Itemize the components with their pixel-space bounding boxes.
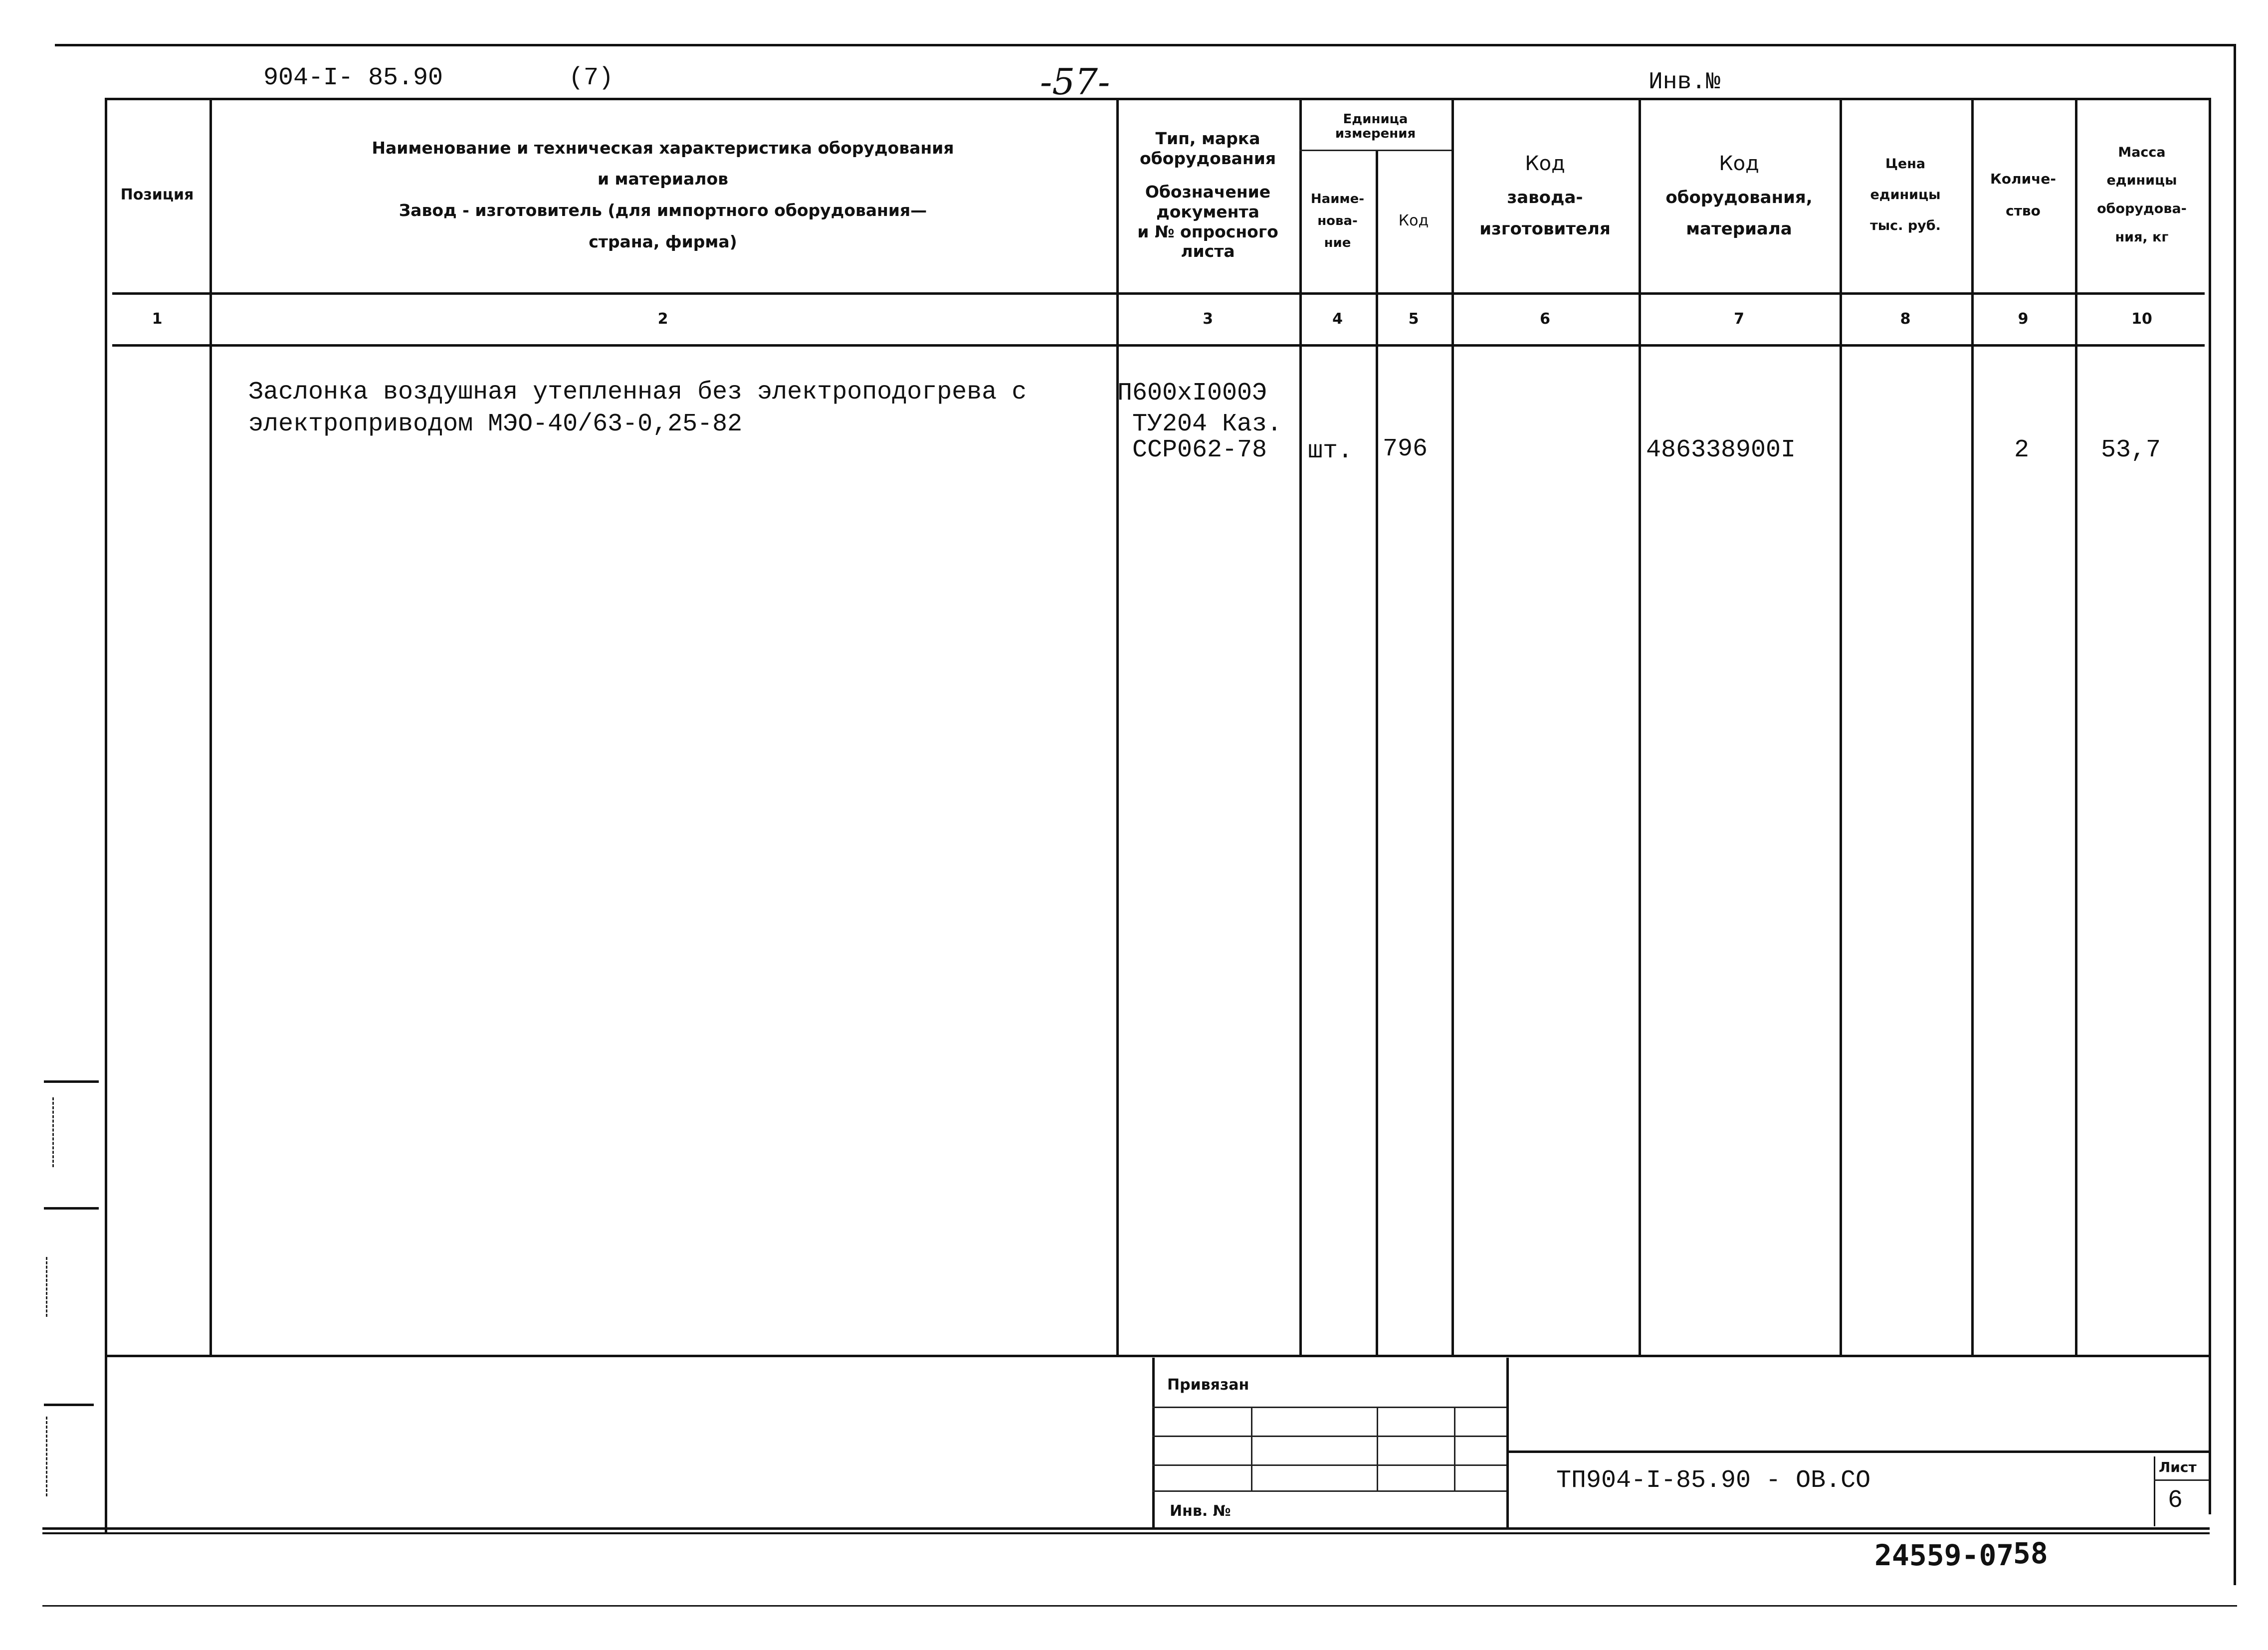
colnum-9: 9 <box>2018 310 2029 328</box>
row-type-line2: ТУ204 Каз. <box>1132 410 1282 438</box>
right-outer-border <box>2234 44 2236 1585</box>
header-type-line6: листа <box>1181 241 1235 261</box>
row-name-line1: Заслонка воздушная утепленная без электроподогрева с <box>248 378 1027 407</box>
colnum-8: 8 <box>1900 310 1911 328</box>
stamp-divider <box>1506 1358 1509 1527</box>
header-name <box>209 98 1116 292</box>
column-numbers-bottom-line <box>112 344 2205 347</box>
header-name-line4: страна, фирма) <box>589 231 737 251</box>
header-quantity-line2: ство <box>2006 203 2041 219</box>
stamp-sheet-label: Лист <box>2159 1459 2197 1475</box>
margin-tick-3 <box>44 1404 94 1406</box>
top-border <box>55 44 2234 46</box>
header-unit-name-line2: нова- <box>1317 213 1358 228</box>
header-unit-code-label: Код <box>1398 212 1429 230</box>
page-bottom-rule <box>42 1605 2237 1607</box>
bottom-outer-line <box>42 1532 2210 1534</box>
inv-label: Инв.№ <box>1649 69 1721 96</box>
row-type-line1: П600хI000Э <box>1117 379 1267 408</box>
stamp-designation: ТП904-I-85.90 - ОВ.СО <box>1556 1466 1871 1495</box>
stamp-rule-3 <box>1152 1464 1506 1466</box>
colnum-4: 4 <box>1332 310 1343 328</box>
colnum-7: 7 <box>1734 310 1744 328</box>
header-plant-code-line1: Код <box>1525 152 1565 176</box>
header-quantity <box>1971 98 2075 292</box>
header-quantity-line1: Количе- <box>1990 170 2057 187</box>
header-type-line5: и № опросного <box>1137 221 1278 241</box>
row-equipment-code: 486338900I <box>1646 436 1796 464</box>
stamp-inv-no-label: Инв. № <box>1170 1502 1231 1520</box>
stamp-sheet-number: 6 <box>2168 1486 2183 1515</box>
header-price-line3: тыс. руб. <box>1870 218 1941 234</box>
header-mass-line4: ния, кг <box>2115 229 2169 245</box>
header-unit-line1: Единица <box>1343 112 1408 127</box>
header-name-line2: и материалов <box>597 169 729 189</box>
row-unit-code: 796 <box>1383 435 1428 463</box>
header-plant-code <box>1451 98 1639 292</box>
header-plant-code-line2: завода- <box>1507 188 1583 208</box>
margin-dash-2 <box>46 1257 47 1317</box>
header-unit-name-line3: ние <box>1324 235 1351 251</box>
header-equipment-code <box>1639 98 1840 292</box>
header-unit-line2: измерения <box>1335 126 1416 141</box>
header-unit-name <box>1299 150 1376 292</box>
header-unit-code <box>1376 150 1451 292</box>
header-price-line1: Цена <box>1885 156 1926 172</box>
header-price-line2: единицы <box>1870 187 1941 203</box>
header-mass <box>2075 98 2209 292</box>
header-price <box>1840 98 1971 292</box>
archive-number: 24559-07 <box>1874 1538 2014 1572</box>
sheet-box-rule <box>2154 1479 2209 1481</box>
margin-dash-1 <box>52 1097 54 1167</box>
header-type-line3: Обозначение <box>1145 182 1271 202</box>
header-equipment-code-line2: оборудования, <box>1665 188 1813 208</box>
stamp-rule-1 <box>1152 1407 1506 1408</box>
margin-tick-2 <box>44 1207 99 1210</box>
stamp-rule-4 <box>1152 1490 1506 1492</box>
table-frame-bottom-line <box>42 1527 2210 1530</box>
header-type-line1: Тип, марка <box>1155 129 1260 149</box>
margin-tick-1 <box>44 1080 99 1083</box>
header-name-line3: Завод - изготовитель (для импортного оборудования— <box>399 201 927 220</box>
stamp-rule-2 <box>1152 1436 1506 1437</box>
colnum-2: 2 <box>657 310 668 328</box>
doc-code: 904-I- 85.90 <box>263 64 443 92</box>
colnum-10: 10 <box>2131 310 2152 328</box>
header-position <box>105 98 209 292</box>
header-mass-line2: единицы <box>2106 173 2177 189</box>
colnum-3: 3 <box>1203 310 1213 328</box>
colnum-6: 6 <box>1540 310 1550 328</box>
row-type-line3: ССР062-78 <box>1132 436 1267 464</box>
header-mass-line3: оборудова- <box>2097 201 2187 216</box>
page-number: -57- <box>1040 61 1110 103</box>
header-name-line1: Наименование и техническая характеристика оборудования <box>372 138 954 158</box>
sheet-in-parens: (7) <box>569 64 614 92</box>
header-unit-name-line1: Наиме- <box>1310 191 1365 206</box>
margin-dash-3 <box>46 1417 47 1496</box>
row-quantity: 2 <box>2014 436 2030 464</box>
header-type-line4: документа <box>1156 202 1259 221</box>
row-mass: 53,7 <box>2101 436 2161 464</box>
table-right-line <box>2209 98 2211 1514</box>
header-unit-group <box>1299 105 1451 149</box>
archive-page: 58 <box>2013 1536 2048 1570</box>
row-name-line2: электроприводом МЭО-40/63-0,25-82 <box>248 410 743 438</box>
header-equipment-code-line1: Код <box>1719 152 1759 176</box>
stamp-attached-label: Привязан <box>1167 1376 1249 1394</box>
colnum-5: 5 <box>1408 310 1419 328</box>
header-type <box>1116 98 1299 292</box>
stamp-vsep-3 <box>1454 1407 1455 1490</box>
header-position-label: Позиция <box>120 186 194 204</box>
header-mass-line1: Масса <box>2118 144 2166 160</box>
header-equipment-code-line3: материала <box>1686 219 1792 239</box>
row-unit-name: шт. <box>1308 437 1353 465</box>
header-type-line2: оборудования <box>1139 148 1276 168</box>
header-plant-code-line3: изготовителя <box>1479 219 1611 239</box>
sheet-box-left-line <box>2154 1456 2155 1526</box>
colnum-1: 1 <box>152 310 163 328</box>
stamp-vsep-1 <box>1251 1407 1252 1490</box>
stamp-left-line <box>1152 1358 1155 1527</box>
stamp-title-top-line <box>1506 1450 2209 1453</box>
stamp-vsep-2 <box>1377 1407 1378 1490</box>
table-body-bottom-line <box>105 1355 2210 1357</box>
